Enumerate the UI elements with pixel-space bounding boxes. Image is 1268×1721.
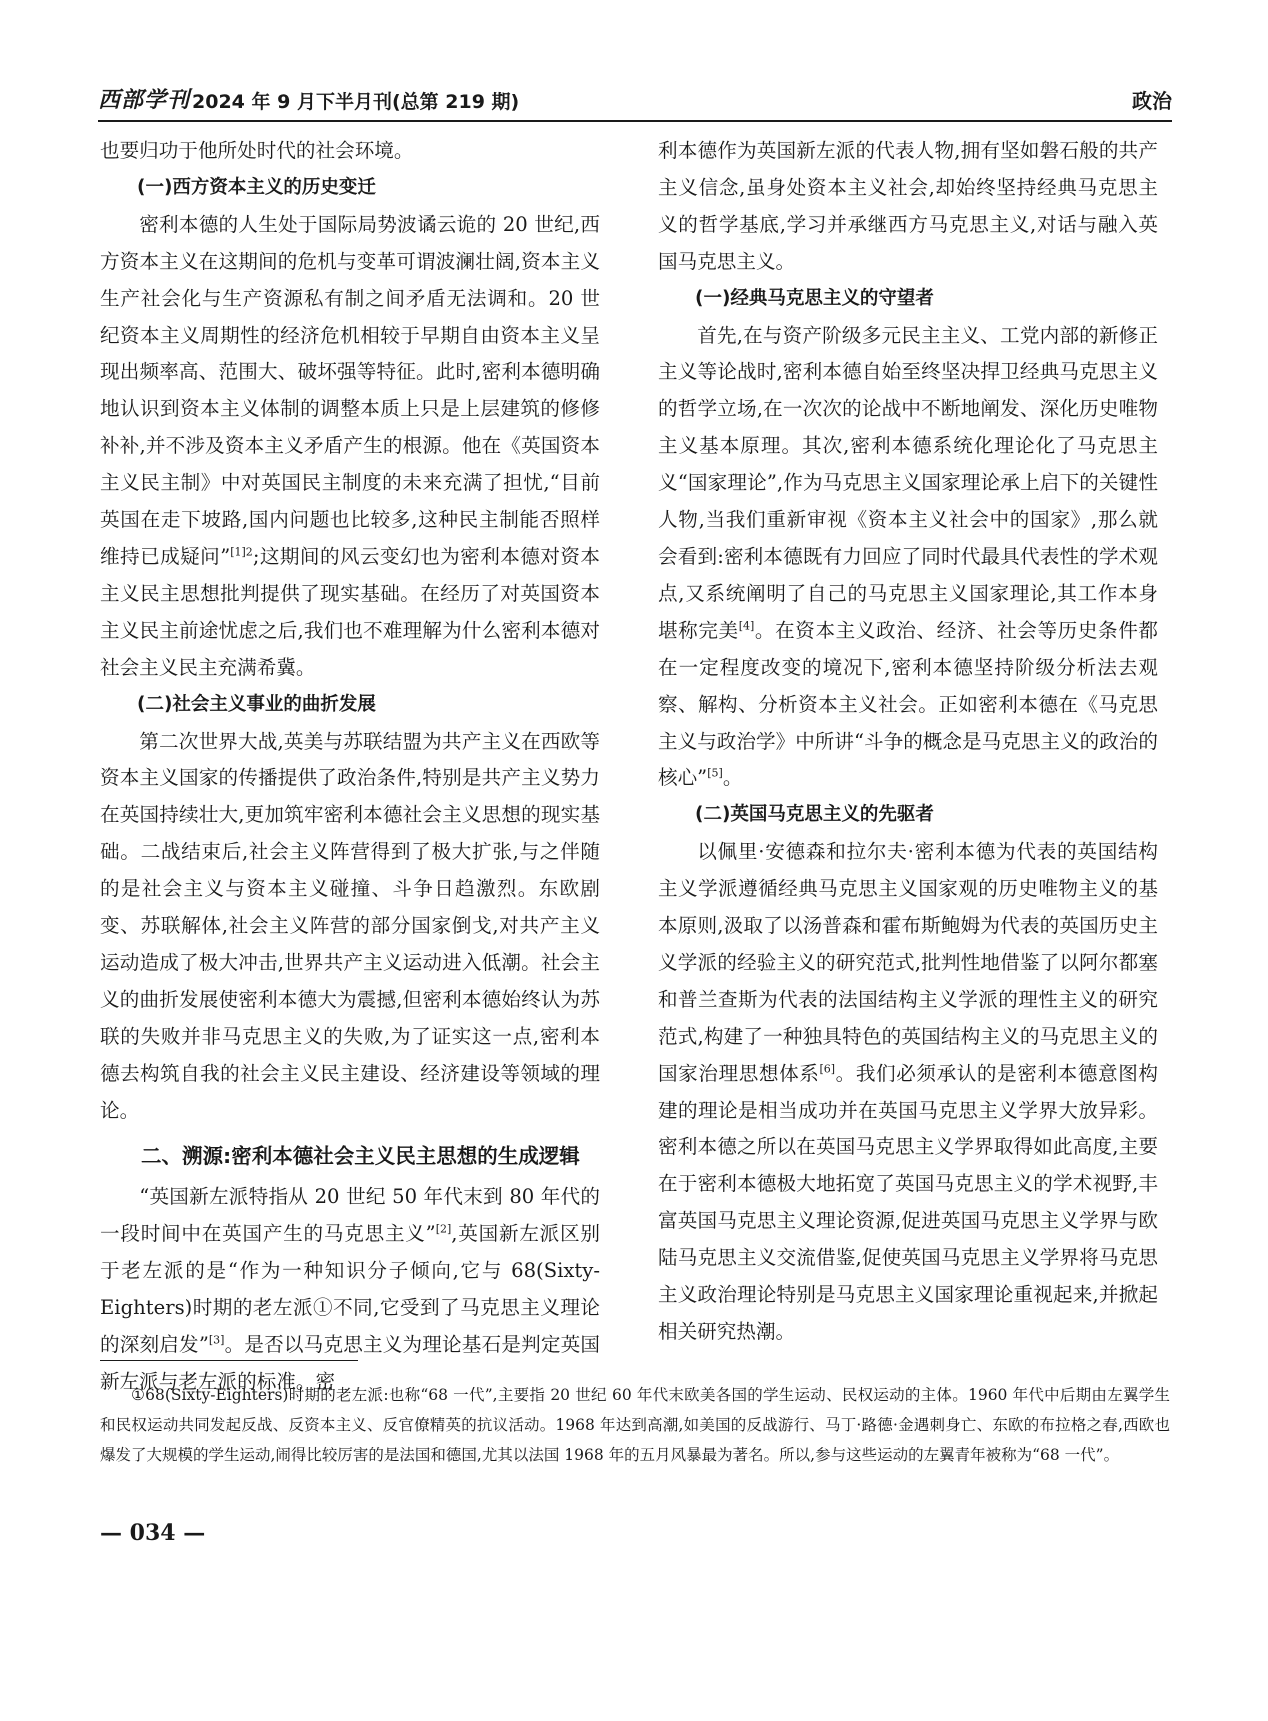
- footnote: ①68(Sixty-Eighters)时期的老左派:也称“68 一代”,主要指 20 世纪 60 年代末欧美各国的学生运动、民权运动的主体。1960 年代中后期由左翼学生和民权运动共同发起反战、反资本主义、反官僚精英的抗议活动。1968 年达到高潮,如美国的反战游行、马丁·路德·金遇刺身亡、东欧的布拉格之春,西欧也爆发了大规模的学生运动,闹得比较厉害的是法国和德国,尤其以法国 1968 年的五月风暴最为著名。所以,参与这些运动的左翼青年被称为“68 一代”。: [100, 1386, 1170, 1464]
- page-number: — 034 —: [100, 1520, 206, 1546]
- paragraph: [658, 834, 1158, 1351]
- citation-ref: [2]: [435, 1222, 452, 1236]
- left-column: [100, 133, 600, 1401]
- paragraph: 也要归功于他所处时代的社会环境。: [100, 139, 414, 162]
- paragraph: [100, 207, 600, 687]
- section-heading: 二、溯源:密利本德社会主义民主思想的生成逻辑: [141, 1144, 580, 1169]
- paragraph-text: 。: [722, 766, 743, 790]
- subsection-heading: (一)经典马克思主义的守望者: [695, 287, 934, 309]
- citation-ref: [5]: [707, 766, 723, 780]
- paragraph: [100, 1179, 600, 1400]
- right-column: [658, 133, 1158, 1351]
- section-label: 政治: [1132, 89, 1172, 113]
- paragraph-text: 。是否以马克思主义为理论基石是判定英国新左派与老左派的标准。密: [100, 1333, 600, 1393]
- paragraph-text: 密利本德的人生处于国际局势波谲云诡的 20 世纪,西方资本主义在这期间的危机与变革可谓波澜壮阔,资本主义生产社会化与生产资源私有制之间矛盾无法调和。20 世纪资本主义周期性的经济危机相较于早期自由资本主义呈现出频率高、范围大、破坏强等特征。此时,密利本德明确地认识到资本主义体制的调整本质上只是上层建筑的修修补补,并不涉及资本主义矛盾产生的根源。他在《英国资本主义民主制》中对英国民主制度的未来充满了担忧,“目前英国在走下坡路,国内问题也比较多,这种民主制能否照样维持已成疑问”: [100, 212, 600, 568]
- page-header: [98, 82, 1172, 122]
- paragraph-text: “英国新左派特指从 20 世纪 50 年代末到 80 年代的一段时间中在英国产生的马克思主义”: [100, 1185, 600, 1246]
- subsection-heading: (一)西方资本主义的历史变迁: [137, 176, 376, 198]
- paragraph-text: ,英国新左派区别于老左派的是“作为一种知识分子倾向,它与 68(Sixty-Eighters)时期的老左派①不同,它受到了马克思主义理论的深刻启发”: [100, 1222, 600, 1357]
- citation-ref: [3]: [208, 1333, 225, 1347]
- citation-ref: [1]2: [230, 545, 253, 559]
- paragraph-text: ;这期间的风云变幻也为密利本德对资本主义民主思想批判提供了现实基础。在经历了对英国资本主义民主前途忧虑之后,我们也不难理解为什么密利本德对社会主义民主充满希冀。: [100, 544, 600, 679]
- subsection-heading: (二)社会主义事业的曲折发展: [137, 693, 376, 715]
- paragraph: [658, 318, 1158, 798]
- citation-ref: [6]: [819, 1062, 836, 1076]
- paragraph-text: 首先,在与资产阶级多元民主主义、工党内部的新修正主义等论战时,密利本德自始至终坚决捍卫经典马克思主义的哲学立场,在一次次的论战中不断地阐发、深化历史唯物主义基本原理。其次,密利本德系统化理论化了马克思主义“国家理论”,作为马克思主义国家理论承上启下的关键性人物,当我们重新审视《资本主义社会中的国家》,那么就会看到:密利本德既有力回应了同时代最具代表性的学术观点,又系统阐明了自己的马克思主义国家理论,其工作本身堪称完美: [658, 323, 1158, 642]
- paragraph-text: 以佩里·安德森和拉尔夫·密利本德为代表的英国结构主义学派遵循经典马克思主义国家观的历史唯物主义的基本原则,汲取了以汤普森和霍布斯鲍姆为代表的英国历史主义学派的经验主义的研究范式,批判性地借鉴了以阿尔都塞和普兰查斯为代表的法国结构主义学派的理性主义的研究范式,构建了一种独具特色的英国结构主义的马克思主义的国家治理思想体系: [658, 840, 1158, 1085]
- subsection-heading: (二)英国马克思主义的先驱者: [695, 804, 934, 826]
- paragraph-text: 。我们必须承认的是密利本德意图构建的理论是相当成功并在英国马克思主义学界大放异彩。密利本德之所以在英国马克思主义学界取得如此高度,主要在于密利本德极大地拓宽了英国马克思主义的学术视野,丰富英国马克思主义理论资源,促进英国马克思主义学界与欧陆马克思主义交流借鉴,促使英国马克思主义学界将马克思主义政治理论特别是马克思主义国家理论重视起来,并掀起相关研究热潮。: [658, 1061, 1158, 1343]
- paragraph: 第二次世界大战,英美与苏联结盟为共产主义在西欧等资本主义国家的传播提供了政治条件,特别是共产主义势力在英国持续壮大,更加筑牢密利本德社会主义思想的现实基础。二战结束后,社会主义阵营得到了极大扩张,与之伴随的是社会主义与资本主义碰撞、斗争日趋激烈。东欧剧变、苏联解体,社会主义阵营的部分国家倒戈,对共产主义运动造成了极大冲击,世界共产主义运动进入低潮。社会主义的曲折发展使密利本德大为震撼,但密利本德始终认为苏联的失败并非马克思主义的失败,为了证实这一点,密利本德去构筑自我的社会主义民主建设、经济建设等领域的理论。: [100, 729, 600, 1122]
- footnote-divider: [100, 1360, 358, 1361]
- issue-info: 2024 年 9 月下半月刊(总第 219 期): [192, 91, 520, 113]
- citation-ref: [4]: [738, 619, 755, 633]
- paragraph-text: 。在资本主义政治、经济、社会等历史条件都在一定程度改变的境况下,密利本德坚持阶级分析法去观察、解构、分析资本主义社会。正如密利本德在《马克思主义与政治学》中所讲“斗争的概念是马克思主义的政治的核心”: [658, 618, 1158, 790]
- paragraph: 利本德作为英国新左派的代表人物,拥有坚如磐石般的共产主义信念,虽身处资本主义社会,却始终坚持经典马克思主义的哲学基底,学习并承继西方马克思主义,对话与融入英国马克思主义。: [658, 139, 1158, 273]
- masthead: [98, 83, 519, 114]
- journal-logo: 西部学刊: [98, 87, 191, 113]
